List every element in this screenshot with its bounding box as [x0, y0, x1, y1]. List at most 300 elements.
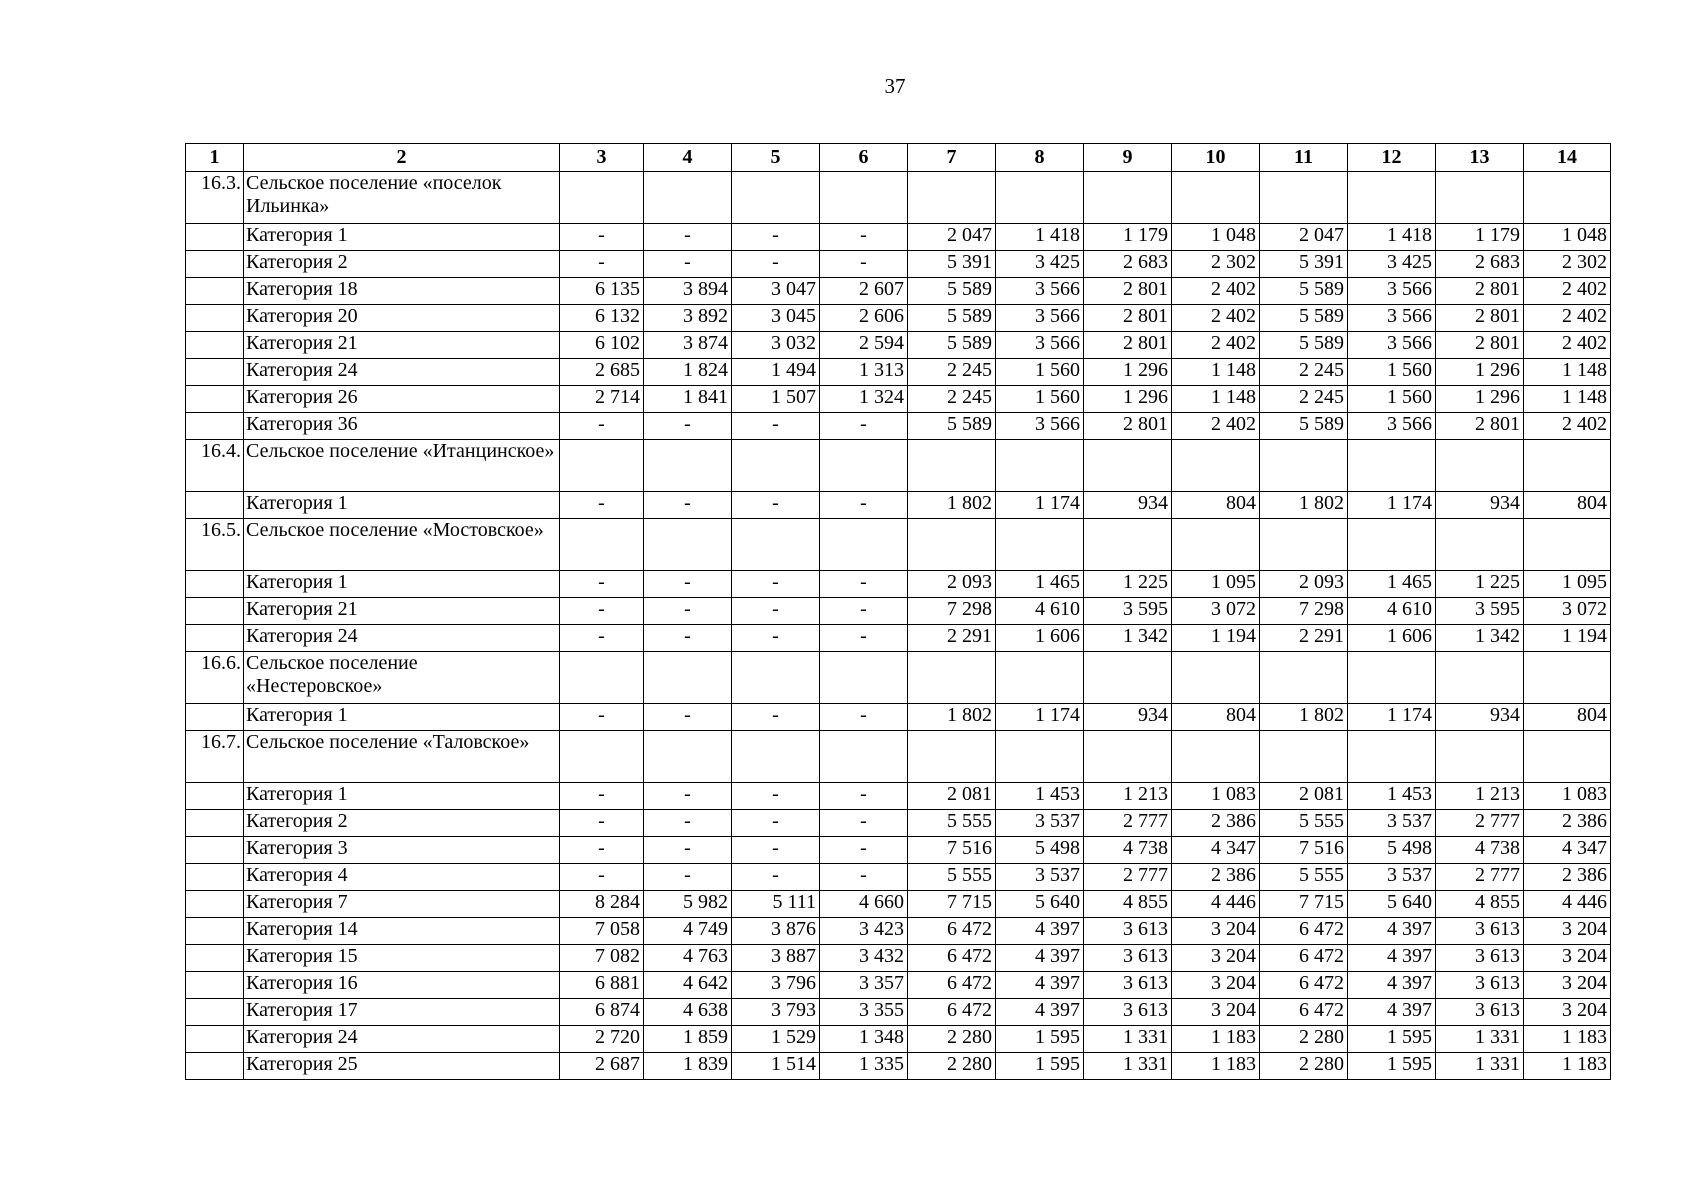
table-row — [186, 386, 1611, 413]
value-cell: 1 453 — [1348, 783, 1436, 810]
value-cell: 5 589 — [908, 305, 996, 332]
column-header: 9 — [1084, 144, 1172, 172]
value-cell: 3 892 — [644, 305, 732, 332]
value-cell: 3 047 — [732, 278, 820, 305]
value-cell: 4 397 — [996, 972, 1084, 999]
value-cell: 4 855 — [1436, 891, 1524, 918]
value-cell: 3 613 — [1084, 945, 1172, 972]
value-cell — [644, 652, 732, 704]
value-cell: 2 683 — [1084, 251, 1172, 278]
table-row — [186, 224, 1611, 251]
table-row — [186, 571, 1611, 598]
value-cell: 5 982 — [644, 891, 732, 918]
value-cell: 3 355 — [820, 999, 908, 1026]
value-cell: 3 613 — [1436, 999, 1524, 1026]
value-cell: 1 331 — [1436, 1053, 1524, 1080]
section-row — [186, 519, 1611, 571]
value-cell: 2 402 — [1524, 278, 1611, 305]
value-cell: 3 204 — [1172, 972, 1260, 999]
value-cell: - — [644, 413, 732, 440]
value-cell: 4 397 — [1348, 972, 1436, 999]
value-cell: 2 280 — [1260, 1053, 1348, 1080]
value-cell: - — [644, 571, 732, 598]
column-header: 8 — [996, 144, 1084, 172]
row-name: Категория 4 — [244, 864, 560, 891]
value-cell: 3 204 — [1524, 972, 1611, 999]
value-cell — [820, 519, 908, 571]
value-cell — [1172, 519, 1260, 571]
table-row — [186, 891, 1611, 918]
value-cell: 4 446 — [1172, 891, 1260, 918]
value-cell: 1 225 — [1084, 571, 1172, 598]
value-cell: 3 894 — [644, 278, 732, 305]
value-cell: 1 174 — [1348, 492, 1436, 519]
row-code — [186, 972, 244, 999]
value-cell: 2 291 — [908, 625, 996, 652]
value-cell: 1 296 — [1436, 386, 1524, 413]
value-cell: 934 — [1436, 492, 1524, 519]
value-cell — [732, 652, 820, 704]
value-cell — [1524, 519, 1611, 571]
column-header: 11 — [1260, 144, 1348, 172]
value-cell: 3 566 — [1348, 278, 1436, 305]
value-cell: - — [820, 251, 908, 278]
row-name: Категория 1 — [244, 783, 560, 810]
value-cell — [908, 652, 996, 704]
value-cell: - — [820, 571, 908, 598]
value-cell — [1260, 440, 1348, 492]
value-cell: 3 793 — [732, 999, 820, 1026]
value-cell: 2 386 — [1172, 810, 1260, 837]
row-name: Категория 36 — [244, 413, 560, 440]
value-cell — [644, 440, 732, 492]
value-cell — [1348, 172, 1436, 224]
value-cell: 2 245 — [908, 359, 996, 386]
value-cell: - — [820, 598, 908, 625]
table-row — [186, 305, 1611, 332]
value-cell: 2 594 — [820, 332, 908, 359]
value-cell: - — [560, 224, 644, 251]
value-cell: 1 148 — [1524, 386, 1611, 413]
value-cell — [996, 519, 1084, 571]
value-cell: 2 606 — [820, 305, 908, 332]
value-cell: 3 876 — [732, 918, 820, 945]
row-code — [186, 224, 244, 251]
value-cell: 5 555 — [1260, 810, 1348, 837]
value-cell: 3 566 — [1348, 332, 1436, 359]
row-code — [186, 598, 244, 625]
value-cell: 1 514 — [732, 1053, 820, 1080]
value-cell: 5 111 — [732, 891, 820, 918]
value-cell: - — [644, 783, 732, 810]
column-header: 4 — [644, 144, 732, 172]
value-cell: 2 280 — [908, 1026, 996, 1053]
value-cell: 6 881 — [560, 972, 644, 999]
value-cell: 1 335 — [820, 1053, 908, 1080]
table-row — [186, 413, 1611, 440]
value-cell — [732, 519, 820, 571]
value-cell: 3 204 — [1524, 945, 1611, 972]
value-cell: - — [560, 810, 644, 837]
row-name: Категория 26 — [244, 386, 560, 413]
value-cell: 4 855 — [1084, 891, 1172, 918]
value-cell: 1 296 — [1436, 359, 1524, 386]
value-cell: 3 537 — [1348, 864, 1436, 891]
value-cell: 4 738 — [1084, 837, 1172, 864]
value-cell — [1436, 731, 1524, 783]
column-header: 7 — [908, 144, 996, 172]
value-cell: 1 174 — [996, 492, 1084, 519]
value-cell: - — [732, 625, 820, 652]
value-cell: 1 048 — [1524, 224, 1611, 251]
value-cell: 3 425 — [1348, 251, 1436, 278]
value-cell: 2 081 — [908, 783, 996, 810]
section-row — [186, 652, 1611, 704]
value-cell: - — [732, 413, 820, 440]
table-row — [186, 810, 1611, 837]
value-cell: - — [732, 251, 820, 278]
value-cell: 1 802 — [1260, 492, 1348, 519]
row-name: Категория 16 — [244, 972, 560, 999]
value-cell — [644, 731, 732, 783]
value-cell: 4 397 — [1348, 999, 1436, 1026]
value-cell: 1 595 — [996, 1053, 1084, 1080]
value-cell: 2 081 — [1260, 783, 1348, 810]
row-name: Категория 21 — [244, 598, 560, 625]
value-cell: - — [560, 492, 644, 519]
value-cell: 5 640 — [1348, 891, 1436, 918]
value-cell: 5 555 — [908, 864, 996, 891]
value-cell: 2 047 — [908, 224, 996, 251]
value-cell — [1436, 172, 1524, 224]
value-cell: 3 204 — [1172, 945, 1260, 972]
row-name: Сельское поселение «Итанцинское» — [244, 440, 560, 492]
value-cell: - — [820, 625, 908, 652]
value-cell: 2 245 — [908, 386, 996, 413]
value-cell: - — [644, 837, 732, 864]
value-cell: 4 446 — [1524, 891, 1611, 918]
row-code — [186, 945, 244, 972]
row-code — [186, 891, 244, 918]
value-cell: 4 397 — [996, 945, 1084, 972]
value-cell: 1 342 — [1436, 625, 1524, 652]
value-cell — [1348, 731, 1436, 783]
value-cell: 1 194 — [1172, 625, 1260, 652]
value-cell: 1 174 — [1348, 704, 1436, 731]
row-name: Категория 21 — [244, 332, 560, 359]
value-cell — [1084, 652, 1172, 704]
value-cell — [644, 519, 732, 571]
value-cell: 1 418 — [996, 224, 1084, 251]
value-cell: 2 801 — [1084, 413, 1172, 440]
value-cell: 3 595 — [1436, 598, 1524, 625]
row-code — [186, 305, 244, 332]
value-cell: 3 032 — [732, 332, 820, 359]
row-name: Категория 18 — [244, 278, 560, 305]
value-cell: 1 183 — [1172, 1026, 1260, 1053]
row-code — [186, 332, 244, 359]
value-cell: 2 683 — [1436, 251, 1524, 278]
value-cell: - — [560, 598, 644, 625]
table-row — [186, 972, 1611, 999]
value-cell: 4 347 — [1172, 837, 1260, 864]
value-cell: - — [732, 492, 820, 519]
row-code — [186, 1026, 244, 1053]
column-header: 3 — [560, 144, 644, 172]
value-cell: 1 313 — [820, 359, 908, 386]
table-row — [186, 999, 1611, 1026]
value-cell — [1524, 440, 1611, 492]
value-cell — [1260, 652, 1348, 704]
value-cell: - — [560, 704, 644, 731]
value-cell: - — [560, 864, 644, 891]
value-cell — [560, 519, 644, 571]
column-header: 10 — [1172, 144, 1260, 172]
value-cell: 2 245 — [1260, 386, 1348, 413]
value-cell: 3 566 — [996, 332, 1084, 359]
value-cell: 1 296 — [1084, 359, 1172, 386]
value-cell: 4 397 — [996, 999, 1084, 1026]
table-body — [186, 172, 1611, 1080]
table-row — [186, 625, 1611, 652]
table-row — [186, 598, 1611, 625]
value-cell: 2 402 — [1172, 278, 1260, 305]
value-cell: 1 095 — [1524, 571, 1611, 598]
row-code: 16.7. — [186, 731, 244, 783]
value-cell — [560, 652, 644, 704]
value-cell: 4 738 — [1436, 837, 1524, 864]
column-header: 13 — [1436, 144, 1524, 172]
value-cell: 3 204 — [1524, 918, 1611, 945]
value-cell — [1348, 440, 1436, 492]
row-name: Категория 25 — [244, 1053, 560, 1080]
value-cell: 7 516 — [1260, 837, 1348, 864]
value-cell: 1 560 — [996, 386, 1084, 413]
value-cell — [1524, 172, 1611, 224]
row-name: Категория 24 — [244, 359, 560, 386]
row-code: 16.5. — [186, 519, 244, 571]
value-cell: 5 589 — [1260, 305, 1348, 332]
value-cell: 2 777 — [1436, 810, 1524, 837]
value-cell: 6 472 — [1260, 918, 1348, 945]
value-cell: 7 298 — [1260, 598, 1348, 625]
value-cell: 1 148 — [1524, 359, 1611, 386]
value-cell: 1 331 — [1084, 1053, 1172, 1080]
value-cell: 1 507 — [732, 386, 820, 413]
value-cell: 1 183 — [1172, 1053, 1260, 1080]
value-cell: - — [732, 704, 820, 731]
value-cell: - — [820, 224, 908, 251]
value-cell: 3 887 — [732, 945, 820, 972]
value-cell: 2 801 — [1436, 278, 1524, 305]
value-cell: 3 613 — [1436, 918, 1524, 945]
value-cell: 3 613 — [1084, 972, 1172, 999]
value-cell: 1 859 — [644, 1026, 732, 1053]
value-cell: - — [644, 864, 732, 891]
row-code — [186, 571, 244, 598]
value-cell: 934 — [1436, 704, 1524, 731]
value-cell: 1 841 — [644, 386, 732, 413]
value-cell: - — [560, 251, 644, 278]
row-code — [186, 386, 244, 413]
value-cell: - — [644, 625, 732, 652]
value-cell — [560, 172, 644, 224]
value-cell: 2 687 — [560, 1053, 644, 1080]
value-cell: - — [732, 864, 820, 891]
value-cell: 1 802 — [908, 492, 996, 519]
table-row — [186, 492, 1611, 519]
value-cell: - — [644, 598, 732, 625]
value-cell: 7 715 — [1260, 891, 1348, 918]
value-cell — [996, 652, 1084, 704]
value-cell: 804 — [1524, 704, 1611, 731]
row-code — [186, 625, 244, 652]
data-table — [185, 143, 1611, 1080]
value-cell — [560, 731, 644, 783]
value-cell: 2 801 — [1084, 332, 1172, 359]
value-cell: - — [644, 704, 732, 731]
value-cell: 1 296 — [1084, 386, 1172, 413]
value-cell: 2 714 — [560, 386, 644, 413]
value-cell: 2 402 — [1524, 332, 1611, 359]
value-cell: 3 204 — [1524, 999, 1611, 1026]
value-cell: 4 397 — [1348, 945, 1436, 972]
value-cell: - — [644, 492, 732, 519]
row-name: Категория 17 — [244, 999, 560, 1026]
value-cell: 1 606 — [996, 625, 1084, 652]
value-cell: 2 720 — [560, 1026, 644, 1053]
value-cell: 6 472 — [1260, 945, 1348, 972]
section-row — [186, 440, 1611, 492]
value-cell: 1 824 — [644, 359, 732, 386]
row-name: Категория 20 — [244, 305, 560, 332]
table-row — [186, 837, 1611, 864]
value-cell: - — [732, 224, 820, 251]
value-cell — [1436, 440, 1524, 492]
value-cell: - — [732, 810, 820, 837]
section-row — [186, 731, 1611, 783]
value-cell: 3 595 — [1084, 598, 1172, 625]
value-cell: 4 397 — [996, 918, 1084, 945]
value-cell: 4 610 — [1348, 598, 1436, 625]
value-cell: 1 595 — [1348, 1053, 1436, 1080]
value-cell: 1 331 — [1436, 1026, 1524, 1053]
value-cell: 7 082 — [560, 945, 644, 972]
row-code — [186, 864, 244, 891]
value-cell: 3 537 — [996, 864, 1084, 891]
value-cell — [1260, 519, 1348, 571]
value-cell: 6 472 — [908, 999, 996, 1026]
value-cell: 3 613 — [1436, 972, 1524, 999]
value-cell: 2 402 — [1172, 413, 1260, 440]
value-cell: - — [560, 837, 644, 864]
value-cell: 1 606 — [1348, 625, 1436, 652]
value-cell — [1172, 652, 1260, 704]
value-cell: 6 472 — [908, 972, 996, 999]
value-cell: 7 516 — [908, 837, 996, 864]
column-header: 14 — [1524, 144, 1611, 172]
value-cell: 1 342 — [1084, 625, 1172, 652]
value-cell: 3 566 — [996, 305, 1084, 332]
value-cell — [820, 440, 908, 492]
value-cell: 2 291 — [1260, 625, 1348, 652]
row-name: Сельское поселение «Нестеровское» — [244, 652, 560, 704]
value-cell: 2 801 — [1084, 305, 1172, 332]
value-cell: 2 801 — [1084, 278, 1172, 305]
value-cell: 3 425 — [996, 251, 1084, 278]
value-cell — [1348, 519, 1436, 571]
value-cell: 2 245 — [1260, 359, 1348, 386]
value-cell: 4 763 — [644, 945, 732, 972]
value-cell: 3 566 — [1348, 305, 1436, 332]
value-cell: 934 — [1084, 492, 1172, 519]
value-cell — [1524, 731, 1611, 783]
row-name: Категория 1 — [244, 224, 560, 251]
value-cell — [1084, 172, 1172, 224]
table-row — [186, 251, 1611, 278]
row-code — [186, 413, 244, 440]
page-number: 37 — [884, 74, 906, 98]
value-cell: 4 397 — [1348, 918, 1436, 945]
row-name: Категория 24 — [244, 1026, 560, 1053]
row-name: Категория 7 — [244, 891, 560, 918]
value-cell — [732, 172, 820, 224]
value-cell: - — [820, 492, 908, 519]
value-cell: 1 148 — [1172, 386, 1260, 413]
value-cell: 2 685 — [560, 359, 644, 386]
value-cell: 4 642 — [644, 972, 732, 999]
value-cell: 1 048 — [1172, 224, 1260, 251]
value-cell: 5 589 — [1260, 332, 1348, 359]
value-cell: 1 560 — [996, 359, 1084, 386]
value-cell: - — [644, 810, 732, 837]
value-cell: - — [644, 224, 732, 251]
row-name: Категория 2 — [244, 251, 560, 278]
value-cell: 934 — [1084, 704, 1172, 731]
value-cell — [1084, 731, 1172, 783]
value-cell: 1 179 — [1436, 224, 1524, 251]
value-cell: 3 423 — [820, 918, 908, 945]
row-name: Категория 1 — [244, 704, 560, 731]
value-cell: 1 494 — [732, 359, 820, 386]
value-cell: - — [820, 864, 908, 891]
row-name: Категория 24 — [244, 625, 560, 652]
value-cell: - — [820, 810, 908, 837]
row-code — [186, 1053, 244, 1080]
value-cell: 5 589 — [908, 278, 996, 305]
value-cell: 804 — [1172, 492, 1260, 519]
value-cell: 6 472 — [908, 945, 996, 972]
row-code — [186, 704, 244, 731]
value-cell: 3 204 — [1172, 918, 1260, 945]
value-cell: - — [820, 783, 908, 810]
value-cell: 6 472 — [908, 918, 996, 945]
value-cell: 4 749 — [644, 918, 732, 945]
value-cell — [820, 652, 908, 704]
value-cell: 3 045 — [732, 305, 820, 332]
value-cell — [1084, 440, 1172, 492]
value-cell: 1 179 — [1084, 224, 1172, 251]
value-cell: 1 083 — [1524, 783, 1611, 810]
table-row — [186, 945, 1611, 972]
row-code — [186, 810, 244, 837]
value-cell — [1084, 519, 1172, 571]
value-cell: 6 874 — [560, 999, 644, 1026]
value-cell — [1260, 731, 1348, 783]
value-cell — [908, 731, 996, 783]
row-name: Категория 2 — [244, 810, 560, 837]
value-cell: 5 589 — [908, 332, 996, 359]
